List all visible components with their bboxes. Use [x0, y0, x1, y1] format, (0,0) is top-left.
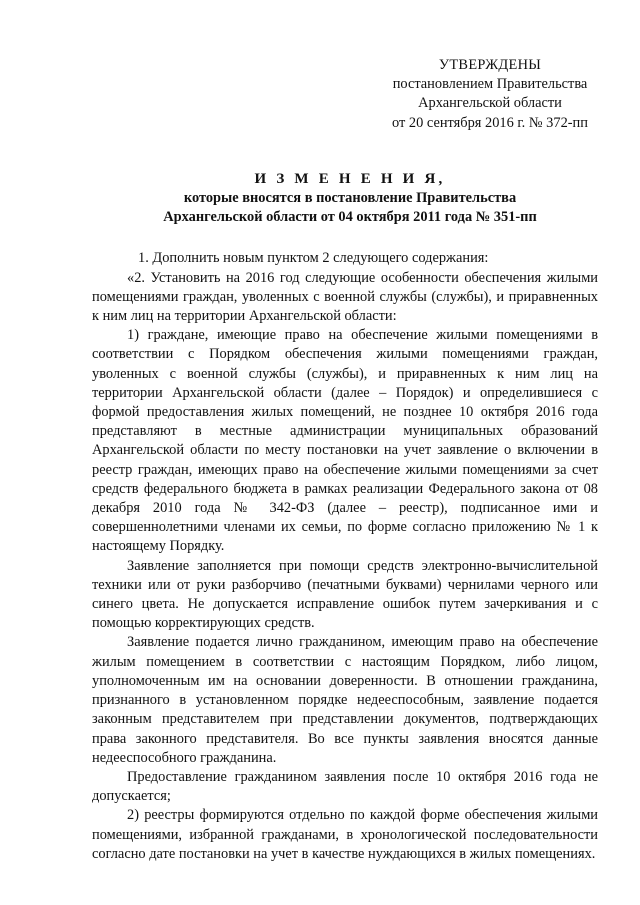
approval-stamp: [380, 56, 600, 133]
approval-line: Архангельской области: [418, 95, 562, 112]
paragraph: 1) граждане, имеющие право на обеспечение жилыми помещениями в соответствии с Порядком обеспечения жилыми помещениями граждан, уволенных с военной службы (службы), и приравненных к ним лиц на территории Архангельской области (далее – Порядок) и определившиеся с формой предоставления жилых помещений, не позднее 10 октября 2016 года представляют в местные администрации муниципальных образований Архангельской области по месту постановки на учет заявление о включении в реестр граждан, имеющих право на обеспечение жилыми помещениями за счет средств федерального бюджета в рамках реализации Федерального закона от 08 декабря 2010 года № 342-ФЗ (далее – реестр), подписанное ими и совершеннолетними членами их семьи, по форме согласно приложению № 1 к настоящему Порядку.: [92, 327, 598, 555]
paragraph: 2) реестры формируются отдельно по каждой форме обеспечения жилыми помещениями, избранной гражданами, в хронологической последовательности согласно дате постановки на учет в качестве нуждающихся в жилых помещениях.: [92, 807, 598, 862]
paragraph: 1. Дополнить новым пунктом 2 следующего содержания:: [138, 250, 489, 267]
paragraph: Предоставление гражданином заявления после 10 октября 2016 года не допускается;: [92, 768, 598, 805]
paragraph: Заявление подается лично гражданином, имеющим право на обеспечение жилым помещением в соответствии с настоящим Порядком, либо лицом, уполномоченным им на основании доверенности. В отношении гражданина, признанного в установленном порядке недееспособным, заявление подается законным представителем при представлении документов, подтверждающих права законного представителя. Во все пункты заявления вносятся данные недееспособного гражданина.: [92, 634, 598, 766]
approval-heading: УТВЕРЖДЕНЫ: [438, 57, 542, 73]
document-body: [92, 249, 598, 864]
document-title: [92, 170, 598, 228]
approval-line: постановлением Правительства: [392, 76, 588, 93]
paragraph: Заявление заполняется при помощи средств электронно-вычислительной техники или от руки разборчиво (печатными буквами) чернилами черного или синего цвета. Не допускается исправление ошибок путем зачеркивания и с помощью корректирующих средств.: [92, 557, 598, 632]
approval-date-line: от 20 сентября 2016 г. № 372-пп: [392, 114, 588, 131]
title-heading: И З М Е Н Е Н И Я,: [254, 170, 446, 187]
paragraph: «2. Установить на 2016 год следующие особенности обеспечения жилыми помещениями граждан, уволенных с военной службы (службы), и приравненных к ним лиц на территории Архангельской области:: [92, 269, 598, 325]
title-subheading: которые вносятся в постановление Правительства: [183, 190, 517, 207]
title-subheading: Архангельской области от 04 октября 2011 года № 351-пп: [163, 209, 537, 226]
